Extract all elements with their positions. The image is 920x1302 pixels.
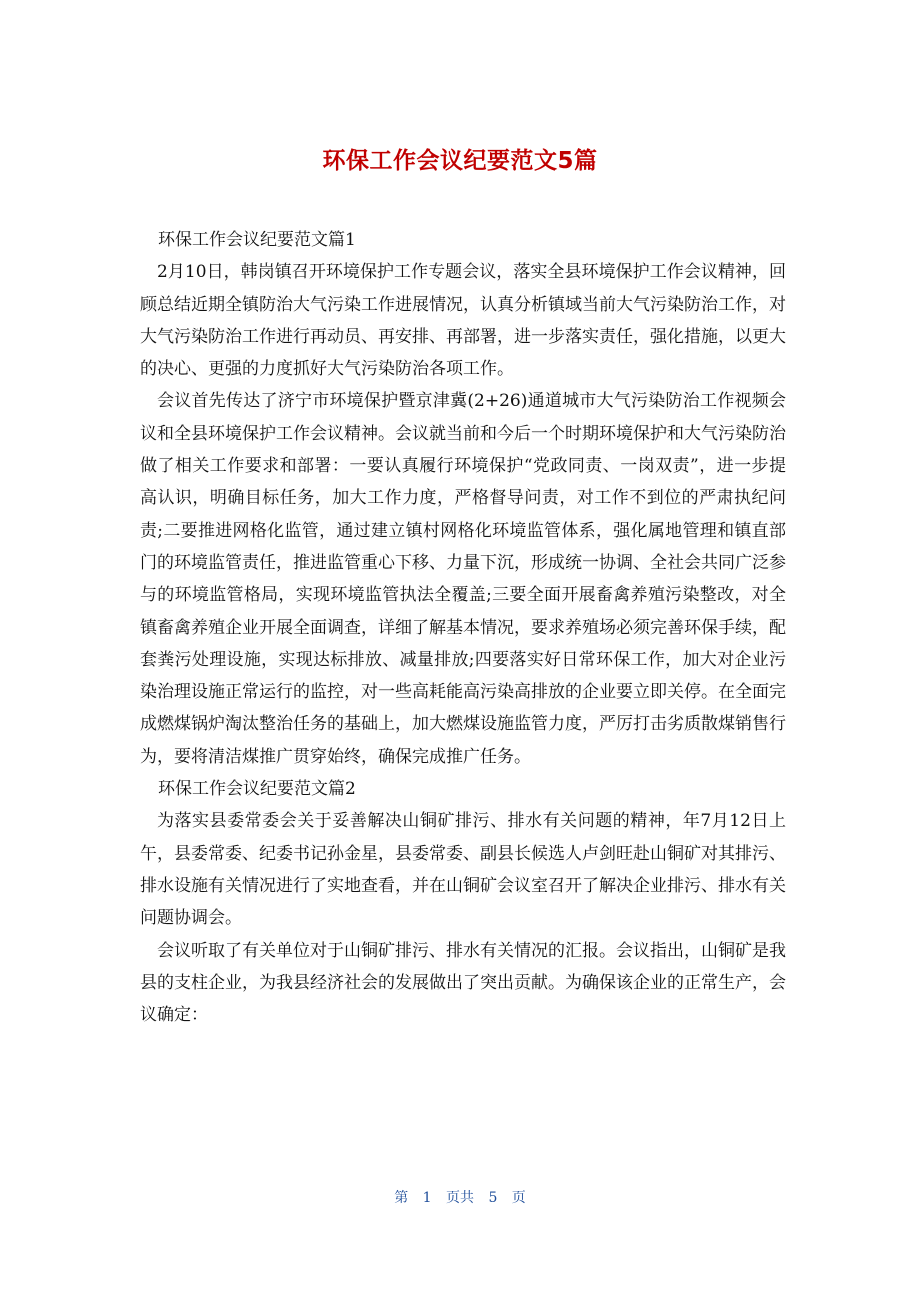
paragraph: 会议听取了有关单位对于山铜矿排污、排水有关情况的汇报。会议指出，山铜矿是我县的支柱企业，为我县经济社会的发展做出了突出贡献。为确保该企业的正常生产，会议确定： <box>140 940 786 1026</box>
page-footer: 第 1 页共 5 页 <box>394 1190 526 1206</box>
paragraph: 2月10日，韩岗镇召开环境保护工作专题会议，落实全县环境保护工作会议精神，回顾总结近期全镇防治大气污染工作进展情况，认真分析镇域当前大气污染防治工作，对大气污染防治工作进行再动员、再安排、再部署，进一步落实责任，强化措施，以更大的决心、更强的力度抓好大气污染防治各项工作。 <box>140 262 786 380</box>
paragraph: 为落实县委常委会关于妥善解决山铜矿排污、排水有关问题的精神，年7月12日上午，县委常委、纪委书记孙金星，县委常委、副县长候选人卢剑旺赴山铜矿对其排污、排水设施有关情况进行了实地查看，并在山铜矿会议室召开了解决企业排污、排水有关问题协调会。 <box>140 811 786 929</box>
document-body <box>140 224 786 1031</box>
document-title: 环保工作会议纪要范文5篇 <box>322 148 598 174</box>
section-heading: 环保工作会议纪要范文篇1 <box>158 230 356 250</box>
section-heading: 环保工作会议纪要范文篇2 <box>158 779 356 800</box>
paragraph: 会议首先传达了济宁市环境保护暨京津冀(2+26)通道城市大气污染防治工作视频会议和全县环境保护工作会议精神。会议就当前和今后一个时期环境保护和大气污染防治做了相关工作要求和部署：一要认真履行环境保护“党政同责、一岗双责”，进一步提高认识，明确目标任务，加大工作力度，严格督导问责，对工作不到位的严肃执纪问责;二要推进网格化监管，通过建立镇村网格化环境监管体系，强化属地管理和镇直部门的环境监管责任，推进监管重心下移、力量下沉，形成统一协调、全社会共同广泛参与的环境监管格局，实现环境监管执法全覆盖;三要全面开展畜禽养殖污染整改，对全镇畜禽养殖企业开展全面调查，详细了解基本情况，要求养殖场必须完善环保手续，配套粪污处理设施，实现达标排放、减量排放;四要落实好日常环保工作，加大对企业污染治理设施正常运行的监控，对一些高耗能高污染高排放的企业要立即关停。在全面完成燃煤锅炉淘汰整治任务的基础上，加大燃煤设施监管力度，严厉打击劣质散煤销售行为，要将清洁煤推广贯穿始终，确保完成推广任务。 <box>140 391 786 767</box>
